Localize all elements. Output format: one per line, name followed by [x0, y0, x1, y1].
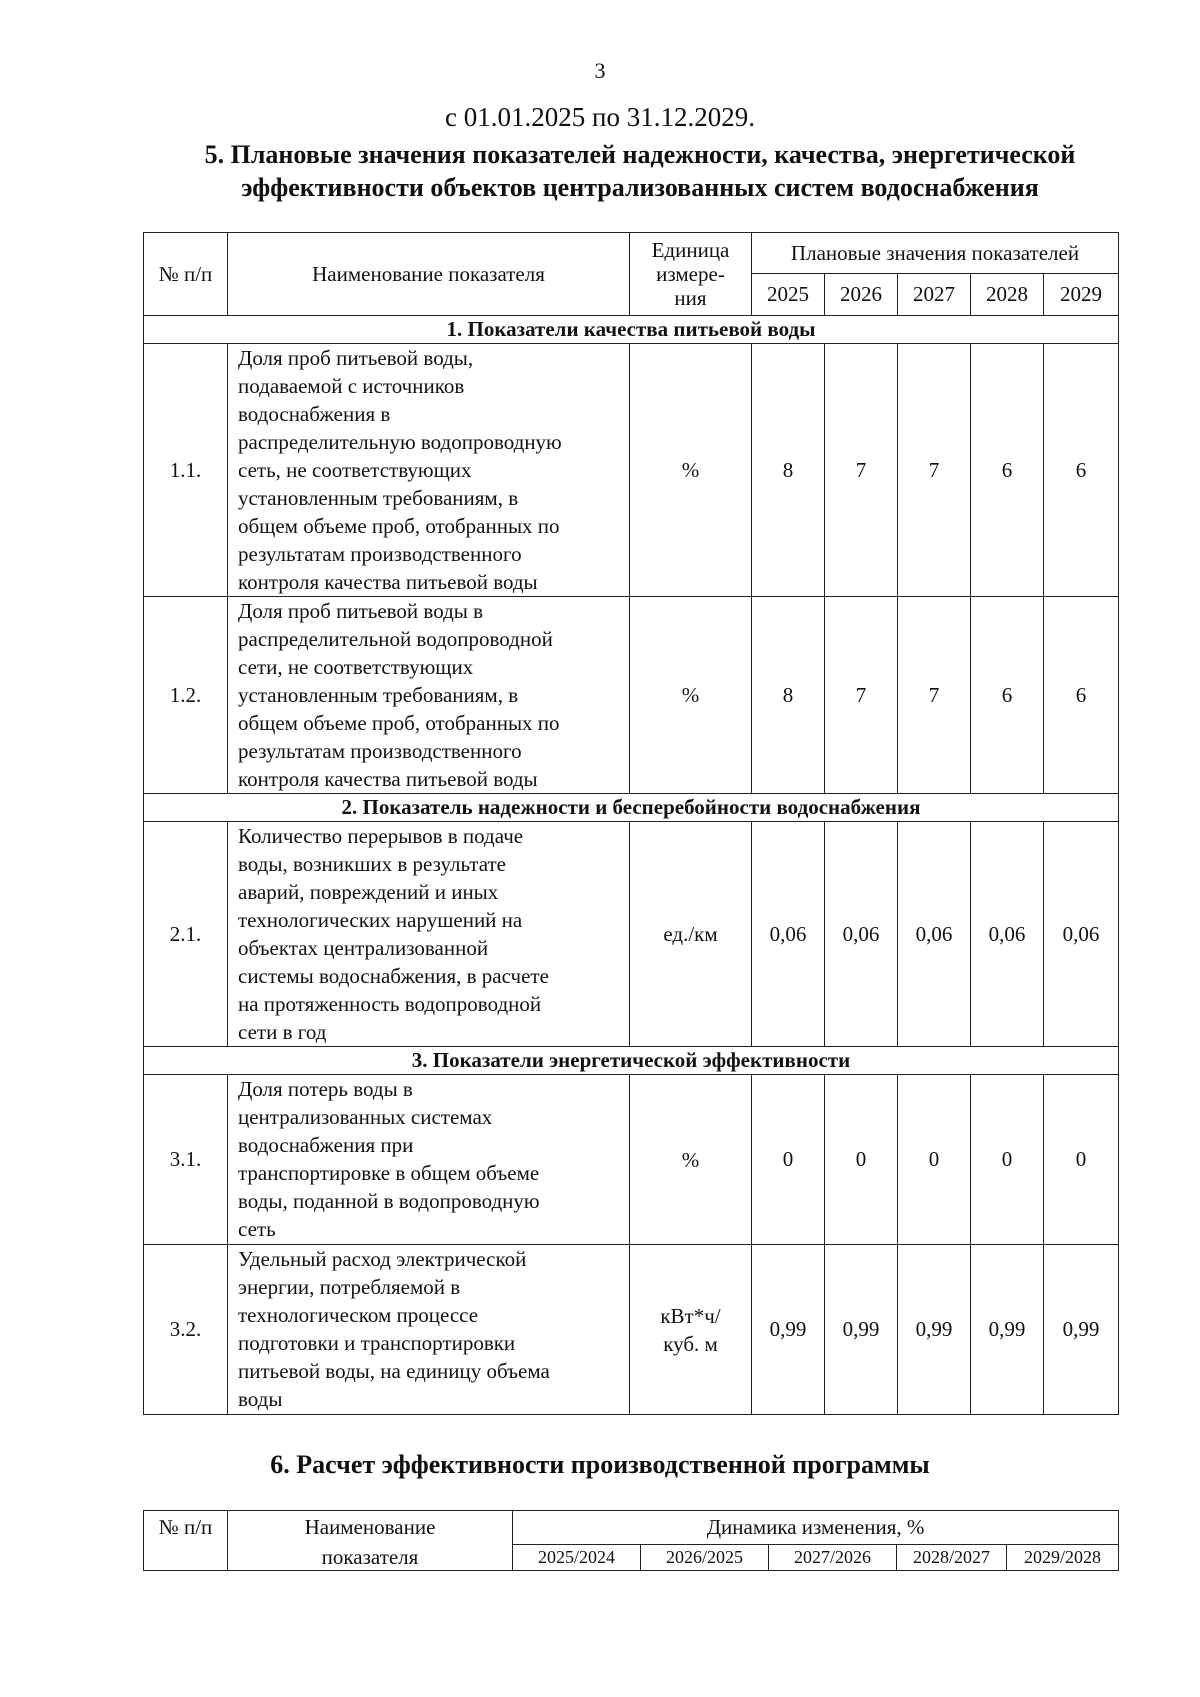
- row-value: 7: [898, 597, 971, 794]
- row-name: [228, 344, 630, 597]
- table-row: [144, 822, 1119, 1047]
- row-value: 0: [971, 1075, 1044, 1245]
- row-name-line: контроля качества питьевой воды: [238, 767, 538, 791]
- row-unit-line-2: куб. м: [663, 1331, 718, 1356]
- row-num: 1.2.: [144, 597, 228, 794]
- row-name-line: энергии, потребляемой в: [238, 1275, 461, 1299]
- row-value: 0,06: [825, 822, 898, 1047]
- row-value: 7: [825, 597, 898, 794]
- header-year: 2025: [752, 274, 825, 316]
- row-value: 8: [752, 597, 825, 794]
- row-name-line: транспортировке в общем объеме: [238, 1161, 540, 1185]
- header-year: 2029: [1044, 274, 1119, 316]
- row-name: [228, 1245, 630, 1415]
- row-name-line: подготовки и транспортировки: [238, 1331, 516, 1355]
- efficiency-header-num: № п/п: [144, 1511, 228, 1571]
- group-row: [144, 794, 1119, 822]
- section-5-title-line-2: эффективности объектов централизованных систем водоснабжения: [241, 173, 1039, 202]
- header-unit: [630, 233, 752, 316]
- group-title: 3. Показатели энергетической эффективности: [144, 1047, 1119, 1075]
- row-name-line: распределительной водопроводной: [238, 627, 553, 651]
- row-name-line: контроля качества питьевой воды: [238, 570, 538, 594]
- row-unit-line-1: %: [681, 683, 700, 707]
- row-name-line: результатам производственного: [238, 542, 522, 566]
- row-value: 0,06: [752, 822, 825, 1047]
- row-name-line: воды, возникших в результате: [238, 852, 507, 876]
- row-value: 0: [825, 1075, 898, 1245]
- row-value: 7: [898, 344, 971, 597]
- row-value: 6: [971, 344, 1044, 597]
- row-name-line: системы водоснабжения, в расчете: [238, 964, 549, 988]
- indicators-table-body: [144, 316, 1119, 1415]
- header-year: 2027: [898, 274, 971, 316]
- row-name-line: установленным требованиям, в: [238, 683, 519, 707]
- section-6-title: 6. Расчет эффективности производственной программы: [270, 1450, 930, 1479]
- row-name-line: аварий, повреждений и иных: [238, 880, 499, 904]
- row-name-line: Количество перерывов в подаче: [238, 824, 524, 848]
- header-name: Наименование показателя: [228, 233, 630, 316]
- row-value: 0,99: [1044, 1245, 1119, 1415]
- row-name: [228, 1075, 630, 1245]
- row-value: 0: [1044, 1075, 1119, 1245]
- row-unit-line-1: кВт*ч/: [660, 1303, 721, 1328]
- row-value: 0,99: [825, 1245, 898, 1415]
- row-name-line: воды, поданной в водопроводную: [238, 1189, 540, 1213]
- row-unit: [630, 344, 752, 597]
- efficiency-table: [143, 1510, 1119, 1571]
- efficiency-header-period: 2029/2028: [1007, 1545, 1119, 1571]
- row-num: 1.1.: [144, 344, 228, 597]
- efficiency-header-dynamics: Динамика изменения, %: [513, 1511, 1119, 1545]
- efficiency-header-period: 2026/2025: [641, 1545, 769, 1571]
- header-year: 2026: [825, 274, 898, 316]
- table-row: [144, 1245, 1119, 1415]
- row-name-line: технологическом процессе: [238, 1303, 479, 1327]
- row-value: 0,99: [971, 1245, 1044, 1415]
- row-name-line: централизованных системах: [238, 1105, 493, 1129]
- header-unit-line-3: ния: [674, 286, 707, 310]
- row-name-line: воды: [238, 1387, 283, 1411]
- row-value: 6: [1044, 344, 1119, 597]
- row-name: [228, 597, 630, 794]
- row-name-line: питьевой воды, на единицу объема: [238, 1359, 550, 1383]
- row-name-line: сети в год: [238, 1020, 327, 1044]
- row-name-line: Доля проб питьевой воды,: [238, 346, 474, 370]
- group-title: 2. Показатель надежности и бесперебойности водоснабжения: [144, 794, 1119, 822]
- table-row: [144, 344, 1119, 597]
- row-name-line: установленным требованиям, в: [238, 486, 519, 510]
- row-name-line: результатам производственного: [238, 739, 522, 763]
- efficiency-header-name-line-1: Наименование: [228, 1511, 513, 1545]
- indicators-table: [143, 232, 1119, 1415]
- row-name-line: сеть: [238, 1217, 276, 1241]
- header-num: № п/п: [144, 233, 228, 316]
- row-unit: [630, 822, 752, 1047]
- row-name-line: Удельный расход электрической: [238, 1247, 527, 1271]
- header-planned: Плановые значения показателей: [752, 233, 1119, 274]
- period-line: с 01.01.2025 по 31.12.2029.: [445, 102, 755, 132]
- row-value: 7: [825, 344, 898, 597]
- row-unit-line-1: %: [681, 458, 700, 482]
- row-value: 0,06: [971, 822, 1044, 1047]
- row-name-line: Доля проб питьевой воды в: [238, 599, 484, 623]
- row-value: 0: [752, 1075, 825, 1245]
- row-name-line: распределительную водопроводную: [238, 430, 562, 454]
- row-value: 0: [898, 1075, 971, 1245]
- row-name-line: объектах централизованной: [238, 936, 489, 960]
- row-name-line: общем объеме проб, отобранных по: [238, 711, 560, 735]
- header-year: 2028: [971, 274, 1044, 316]
- row-unit-line-1: ед./км: [663, 922, 718, 946]
- row-num: 2.1.: [144, 822, 228, 1047]
- efficiency-header-period: 2028/2027: [897, 1545, 1007, 1571]
- group-row: [144, 1047, 1119, 1075]
- group-title: 1. Показатели качества питьевой воды: [144, 316, 1119, 344]
- row-num: 3.2.: [144, 1245, 228, 1415]
- row-name-line: водоснабжения в: [238, 402, 391, 426]
- row-name-line: общем объеме проб, отобранных по: [238, 514, 560, 538]
- efficiency-header-period: 2025/2024: [513, 1545, 641, 1571]
- group-row: [144, 316, 1119, 344]
- row-name-line: технологических нарушений на: [238, 908, 523, 932]
- row-name-line: сеть, не соответствующих: [238, 458, 472, 482]
- table-row: [144, 1075, 1119, 1245]
- row-value: 0,99: [752, 1245, 825, 1415]
- row-value: 0,06: [1044, 822, 1119, 1047]
- row-name-line: сети, не соответствующих: [238, 655, 474, 679]
- efficiency-header-period: 2027/2026: [769, 1545, 897, 1571]
- row-unit: [630, 597, 752, 794]
- row-value: 6: [971, 597, 1044, 794]
- row-num: 3.1.: [144, 1075, 228, 1245]
- row-value: 8: [752, 344, 825, 597]
- efficiency-header-name-line-2: показателя: [228, 1545, 513, 1571]
- row-name-line: водоснабжения при: [238, 1133, 414, 1157]
- row-name-line: подаваемой с источников: [238, 374, 465, 398]
- section-5-title-line-1: 5. Плановые значения показателей надежности, качества, энергетической: [204, 140, 1076, 169]
- section-5-title: [140, 138, 1140, 204]
- row-value: 6: [1044, 597, 1119, 794]
- row-name-line: на протяженность водопроводной: [238, 992, 542, 1016]
- row-name: [228, 822, 630, 1047]
- row-value: 0,06: [898, 822, 971, 1047]
- header-unit-line-1: Единица: [651, 238, 730, 262]
- page-number: 3: [594, 58, 606, 83]
- row-value: 0,99: [898, 1245, 971, 1415]
- table-row: [144, 597, 1119, 794]
- row-name-line: Доля потерь воды в: [238, 1077, 413, 1101]
- header-unit-line-2: измере-: [656, 262, 725, 286]
- row-unit: [630, 1245, 752, 1415]
- row-unit: [630, 1075, 752, 1245]
- row-unit-line-1: %: [681, 1147, 700, 1172]
